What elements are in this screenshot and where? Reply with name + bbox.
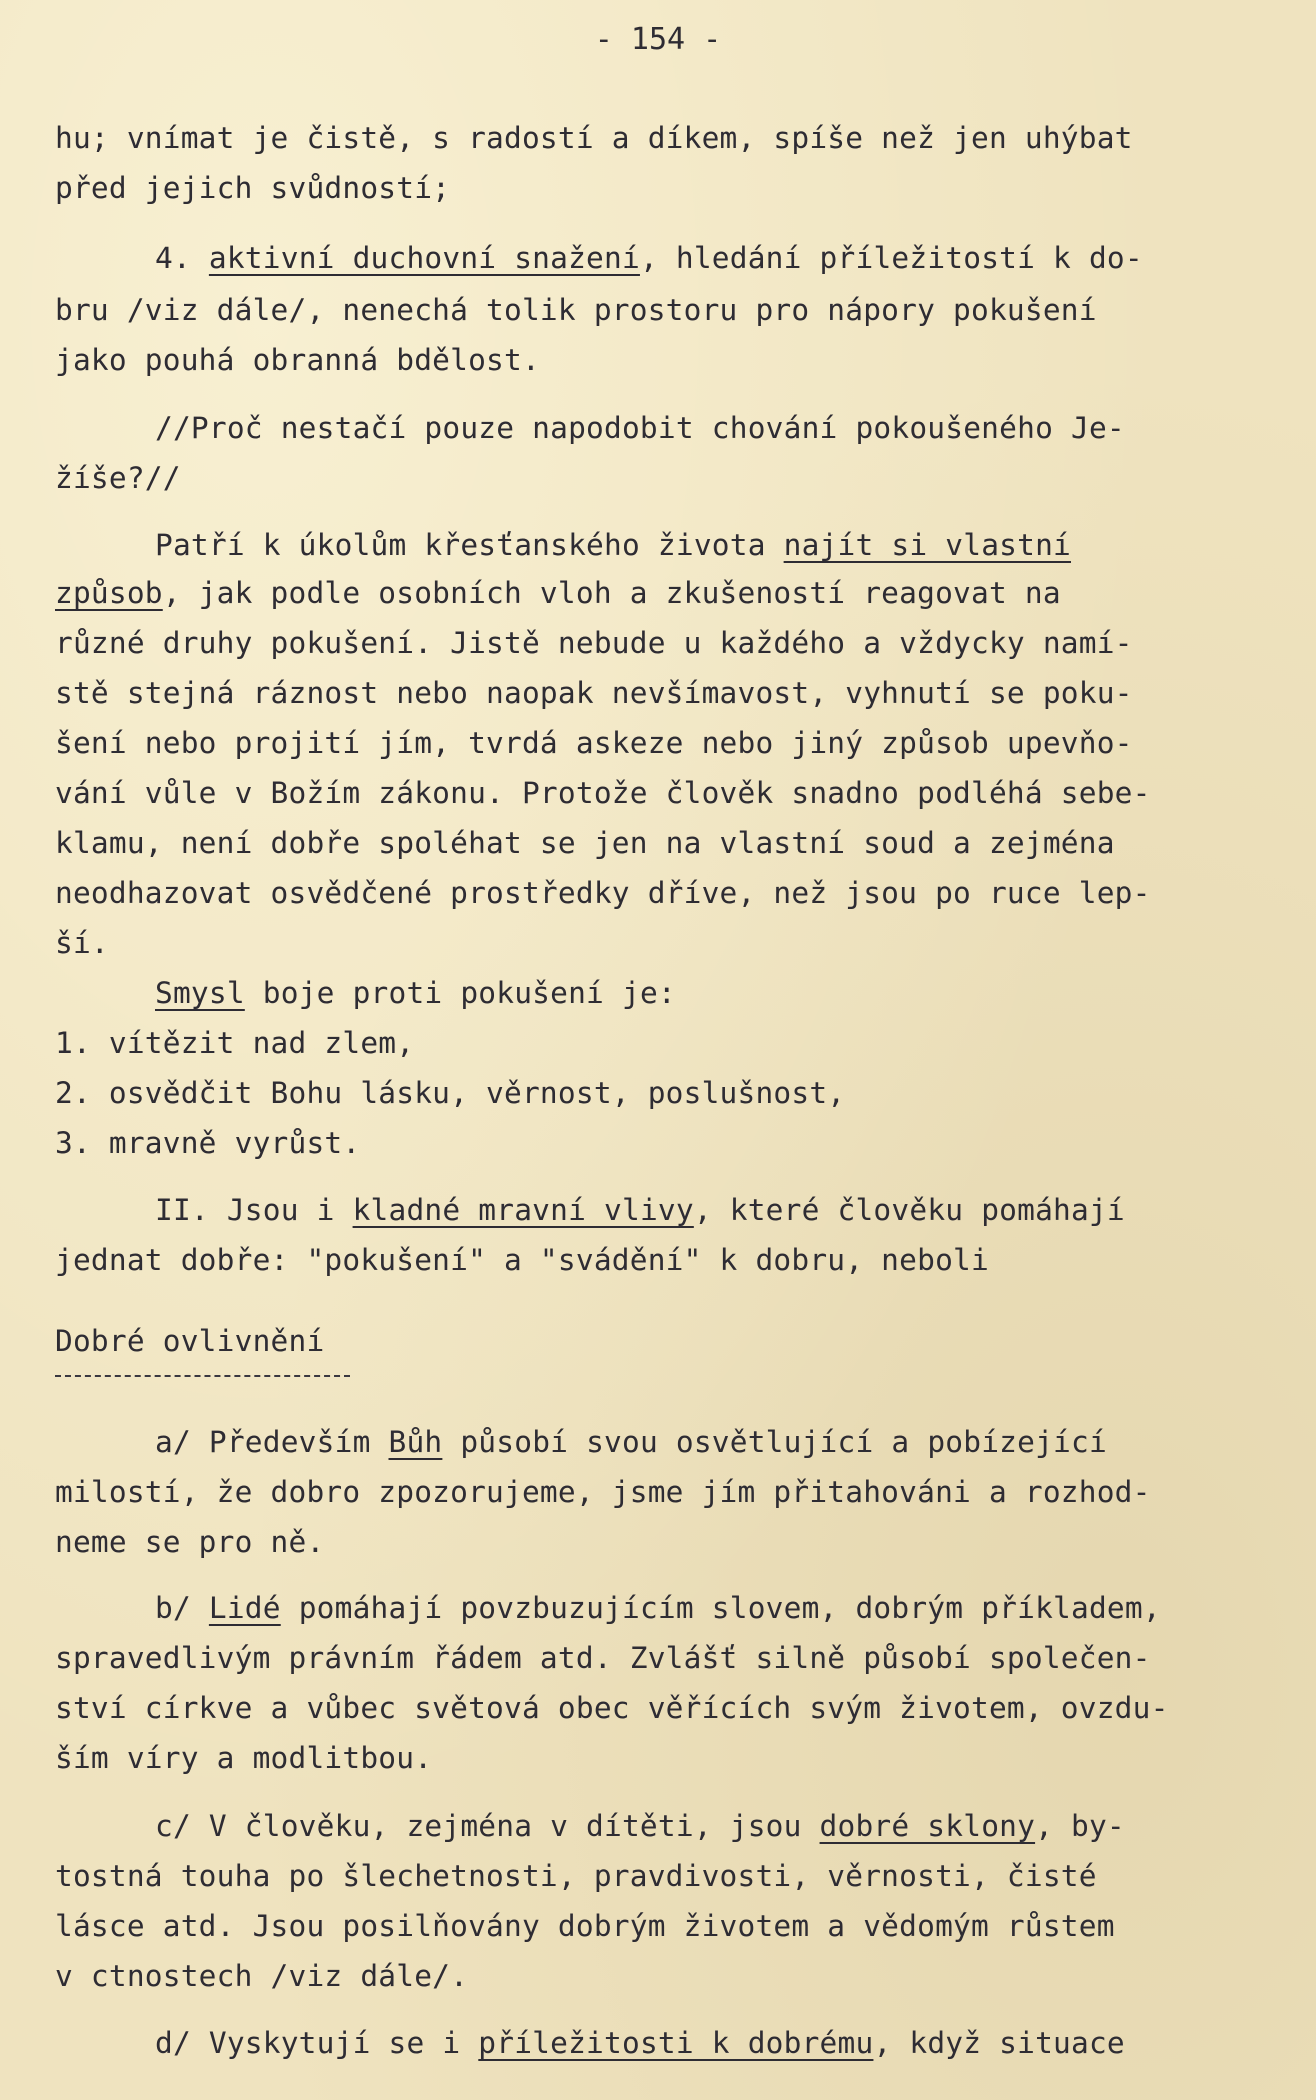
text-line: milostí, že dobro zpozorujeme, jsme jím přitahováni a rozhod- (55, 1475, 1151, 1509)
text-line: ší. (55, 926, 109, 960)
line-start: Patří k úkolům křesťanského života (155, 528, 784, 562)
underlined-phrase: dobré sklony (819, 1809, 1036, 1843)
underlined-phrase: způsob (55, 576, 163, 610)
text-line: šení nebo projití jím, tvrdá askeze nebo jiný způsob upevňo- (55, 726, 1133, 760)
text-line: hu; vnímat je čistě, s radostí a díkem, spíše než jen uhýbat (55, 121, 1133, 155)
text-line (155, 1424, 1107, 1460)
line-end: , které člověku pomáhají (693, 1193, 1125, 1227)
line-end: , jak podle osobních vloh a zkušeností reagovat na (162, 576, 1061, 610)
line-end: pomáhají povzbuzujícím slovem, dobrým příkladem, (280, 1591, 1161, 1625)
text-line: ství církve a vůbec světová obec věřících svým životem, ovzdu- (55, 1691, 1169, 1725)
text-line: spravedlivým právním řádem atd. Zvlášť silně působí společen- (55, 1641, 1151, 1675)
underlined-phrase: Lidé (208, 1591, 281, 1625)
line-start: b/ (155, 1591, 209, 1625)
text-line: ším víry a modlitbou. (55, 1741, 433, 1775)
text-line: jako pouhá obranná bdělost. (55, 343, 540, 377)
line-end: boje proti pokušení je: (244, 976, 676, 1010)
text-line: žíše?// (55, 461, 181, 495)
line-end: , hledání příležitostí k do- (639, 241, 1143, 275)
text-line: v ctnostech /viz dále/. (55, 1959, 469, 1993)
line-start: a/ Především (155, 1425, 389, 1459)
text-line: vání vůle v Božím zákonu. Protože člověk snadno podléhá sebe- (55, 776, 1151, 810)
page-number: - 154 - (594, 22, 722, 57)
text-line: stě stejná ráznost nebo naopak nevšímavost, vyhnutí se poku- (55, 676, 1133, 710)
text-line: neodhazovat osvědčené prostředky dříve, než jsou po ruce lep- (55, 876, 1151, 910)
underlined-phrase: najít si vlastní (783, 528, 1071, 562)
line-end: , by- (1035, 1809, 1125, 1843)
text-line: jednat dobře: "pokušení" a "svádění" k dobru, neboli (55, 1243, 989, 1277)
line-start: d/ Vyskytují se i (155, 2026, 479, 2060)
list-item: 2. osvědčit Bohu lásku, věrnost, poslušnost, (55, 1076, 846, 1110)
text-line: před jejich svůdností; (55, 171, 451, 205)
text-line (155, 1808, 1125, 1844)
line-end: působí svou osvětlující a pobízející (442, 1425, 1107, 1459)
line-end: , když situace (873, 2026, 1125, 2060)
line-start: II. Jsou i (155, 1193, 353, 1227)
text-line: neme se pro ně. (55, 1525, 325, 1559)
line-start: 4. (155, 241, 209, 275)
text-line (155, 240, 1143, 276)
section-heading: Dobré ovlivnění (55, 1324, 325, 1358)
underlined-phrase: kladné mravní vlivy (352, 1193, 694, 1227)
text-line (155, 1192, 1125, 1228)
underlined-phrase: příležitosti k dobrému (478, 2026, 874, 2060)
line-start: c/ V člověku, zejména v dítěti, jsou (155, 1809, 820, 1843)
heading-underline-dashes (55, 1375, 350, 1377)
text-line: //Proč nestačí pouze napodobit chování pokoušeného Je- (155, 411, 1125, 445)
text-line: tostná touha po šlechetnosti, pravdivosti, věrnosti, čisté (55, 1859, 1097, 1893)
text-line (155, 527, 1071, 563)
underlined-phrase: Bůh (388, 1425, 443, 1459)
text-line: bru /viz dále/, nenechá tolik prostoru pro nápory pokušení (55, 293, 1097, 327)
text-line (155, 2025, 1125, 2061)
underlined-phrase: aktivní duchovní snažení (208, 241, 640, 275)
underlined-phrase: Smysl (155, 976, 245, 1010)
text-line (55, 575, 1061, 611)
list-item: 1. vítězit nad zlem, (55, 1026, 415, 1060)
text-line: různé druhy pokušení. Jistě nebude u každého a vždycky namí- (55, 626, 1133, 660)
text-line (155, 1590, 1161, 1626)
list-item: 3. mravně vyrůst. (55, 1126, 361, 1160)
text-line: klamu, není dobře spoléhat se jen na vlastní soud a zejména (55, 826, 1115, 860)
text-line: lásce atd. Jsou posilňovány dobrým životem a vědomým růstem (55, 1909, 1115, 1943)
text-line (155, 975, 676, 1011)
